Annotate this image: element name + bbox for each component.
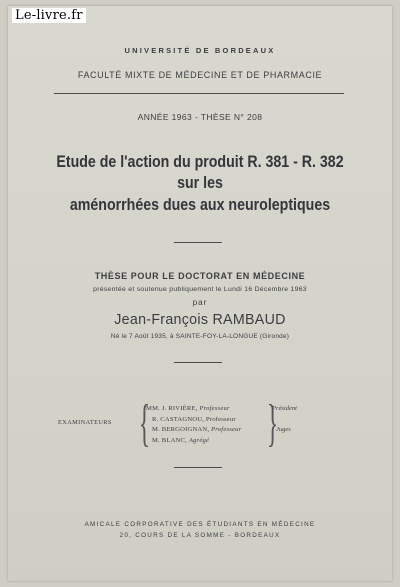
left-brace: {	[138, 395, 151, 452]
title-line-1: Etude de l'action du produit R. 381 - R. 382	[56, 153, 344, 171]
jury-member-list	[146, 404, 241, 446]
jury-rule	[174, 467, 222, 468]
title-line-3: aménorrhées dues aux neuroleptiques	[69, 196, 331, 214]
title-line-2: sur les	[177, 174, 223, 192]
university-name: UNIVERSITÉ DE BORDEAUX	[124, 46, 276, 55]
thesis-cover-page	[8, 6, 392, 581]
jury-member: R. CASTAGNOU, Professeur	[152, 415, 236, 423]
publisher-association: AMICALE CORPORATIVE DES ÉTUDIANTS EN MÉDECINE	[84, 521, 316, 528]
right-brace: {	[266, 395, 279, 452]
role-juges: Juges	[276, 426, 291, 433]
publisher-address: 20, COURS DE LA SOMME - BORDEAUX	[119, 532, 281, 539]
header-rule	[54, 93, 344, 94]
examiners-label: EXAMINATEURS	[58, 419, 112, 426]
author-birth-line: Né le 7 Août 1935, à SAINTE-FOY-LA-LONGUE (Gironde)	[110, 333, 290, 340]
author-rule	[174, 362, 222, 363]
author-name: Jean-François RAMBAUD	[114, 311, 286, 328]
year-thesis-number: ANNÉE 1963 - THÈSE N° 208	[137, 112, 263, 122]
title-rule	[174, 242, 222, 243]
jury-member: M. BLANC, Agrégé	[152, 436, 210, 444]
defense-date-line: présentée et soutenue publiquement le Lundi 16 Décembre 1963	[93, 286, 307, 293]
watermark-label: Le-livre.fr	[12, 8, 86, 23]
faculty-name: FACULTÉ MIXTE DE MÉDECINE ET DE PHARMACIE	[77, 70, 323, 80]
thesis-heading: THÈSE POUR LE DOCTORAT EN MÉDECINE	[94, 271, 306, 281]
par-label: par	[192, 298, 208, 307]
jury-member: M. BERGOIGNAN, Professeur	[152, 426, 242, 433]
jury-member: MM. J. RIVIÈRE, Professeur	[146, 405, 230, 412]
role-president: Président	[272, 405, 297, 412]
